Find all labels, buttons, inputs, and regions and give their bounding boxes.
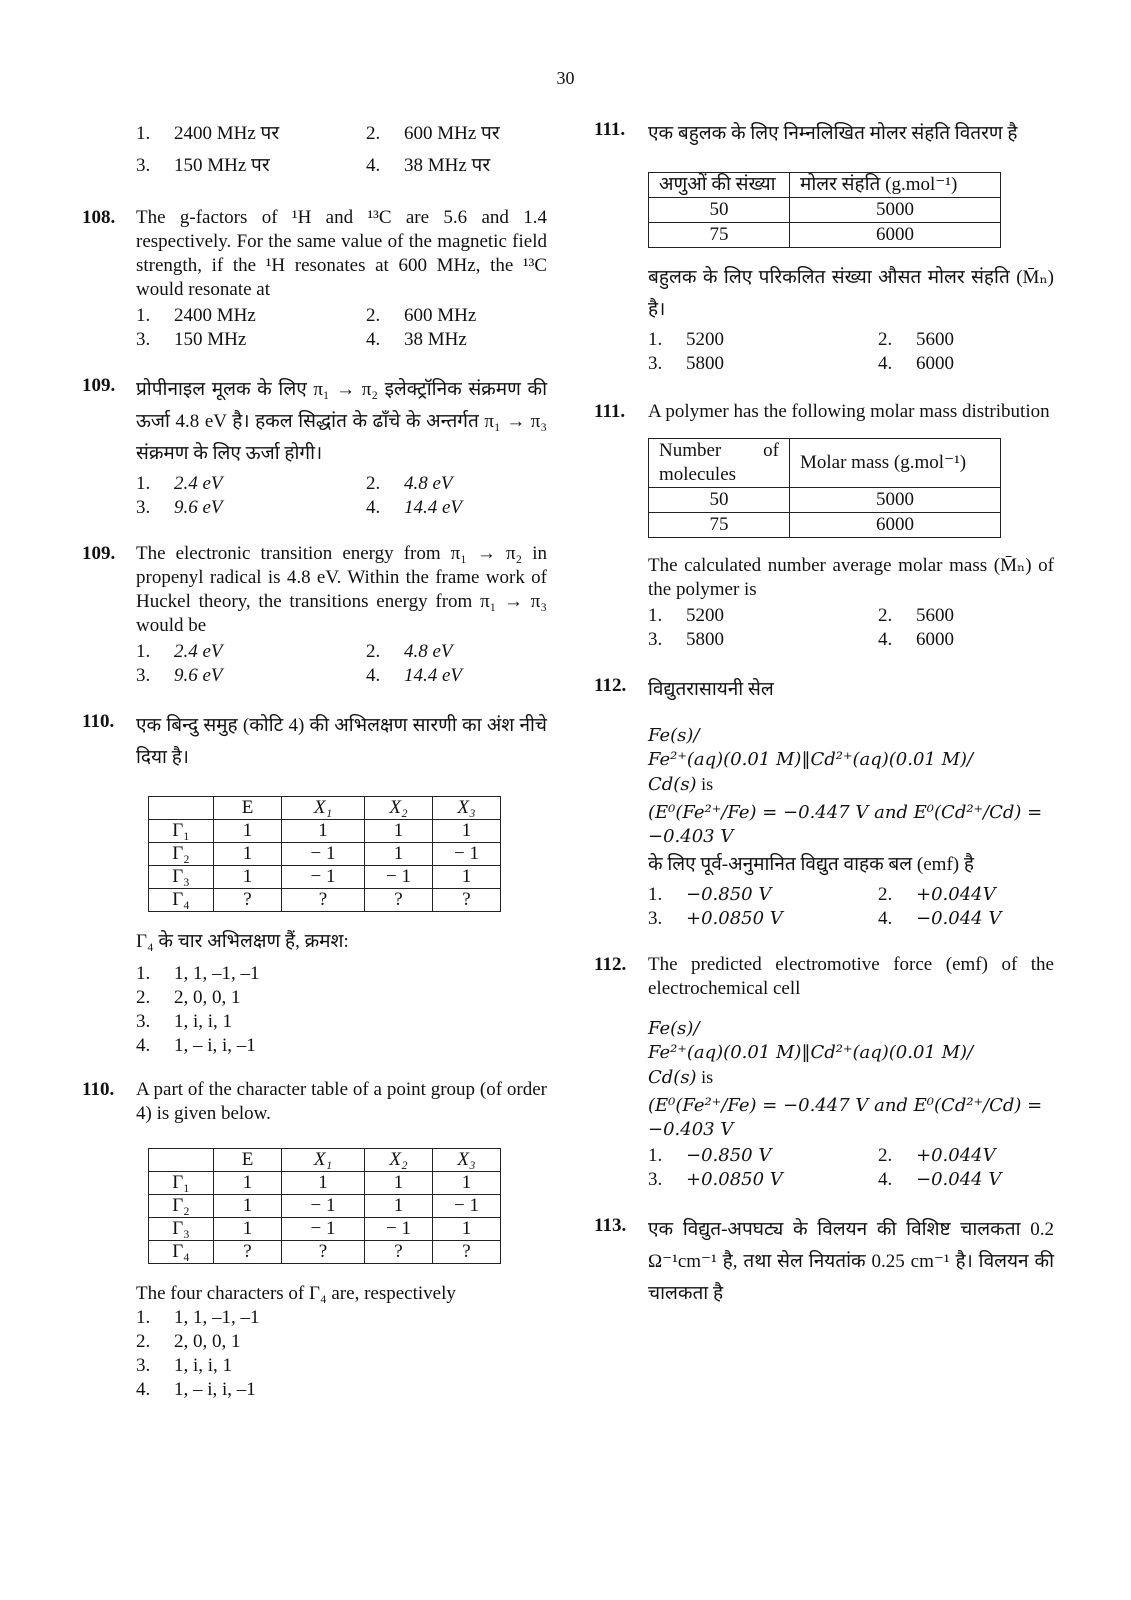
options: 1. −0.850 V 2. +0.044V 3. +0.0850 V 4. −0.044 V <box>648 1145 1002 1190</box>
option: 3. 150 MHz पर <box>136 155 270 176</box>
option-text: 4.8 eV <box>404 473 453 494</box>
option-text: 2, 0, 0, 1 <box>174 1331 241 1352</box>
options: 1. −0.850 V 2. +0.044V 3. +0.0850 V 4. −0.044 V <box>648 884 1002 929</box>
question-113-hindi <box>594 1214 1054 1310</box>
molar-mass-table: Number of molecules Molar mass (g.mol⁻¹) 50 5000 75 6000 <box>648 438 1001 538</box>
question-subtext: बहुलक के लिए परिकलित संख्या औसत मोलर संहति (M̄ₙ) है। <box>648 267 1054 320</box>
option-text: 1, – i, i, –1 <box>174 1379 256 1400</box>
page-number: 30 <box>556 68 575 88</box>
q110-english-tail: The four characters of Γ₄ are, respectively 1. 1, 1, –1, –1 2. 2, 0, 0, 1 3. 1, i, i, 1 4. 1, – i, i, –1 <box>136 1282 547 1402</box>
option-text: 5600 <box>916 329 954 350</box>
question-111-hindi <box>594 118 1054 376</box>
options: 1. 2.4 eV 2. 4.8 eV 3. 9.6 eV 4. 14.4 eV <box>136 473 463 518</box>
option-text: +0.0850 V <box>686 908 783 929</box>
option-text: 150 MHz <box>174 329 247 350</box>
option-text: −0.850 V <box>686 884 772 905</box>
question-108 <box>82 206 547 352</box>
question-number: 112. <box>594 675 627 696</box>
option-text: +0.0850 V <box>686 1169 783 1190</box>
question-number: 108. <box>82 207 116 228</box>
question-110-hindi <box>82 710 547 774</box>
question-text: The electronic transition energy from π₁ → π₂ in propenyl radical is 4.8 eV. Within the frame work of Huckel theory, the transitions energy from π₁ → π₃ would be <box>136 543 547 636</box>
option: 2. 600 MHz पर <box>366 123 500 144</box>
option-text: 38 MHz <box>404 329 467 350</box>
question-111-english <box>594 400 1054 652</box>
cell-notation: Fe(s)/ Fe²⁺(aq)(0.01 M)‖Cd²⁺(aq)(0.01 M)/ Cd(s) is (E⁰(Fe²⁺/Fe) = −0.447 V and E⁰(Cd²⁺/Cd) = −0.403 V <box>648 725 1043 847</box>
option: 1. 2400 MHz पर <box>136 123 280 144</box>
option-text: 5200 <box>686 329 724 350</box>
question-text: एक बहुलक के लिए निम्नलिखित मोलर संहति वितरण है <box>648 123 1018 144</box>
option-text: 1, 1, –1, –1 <box>174 963 260 984</box>
q110-hindi-tail: Γ₄ के चार अभिलक्षण हैं, क्रमश: 1. 1, 1, –1, –1 2. 2, 0, 0, 1 3. 1, i, i, 1 4. 1, – i, i, –1 <box>136 930 547 1058</box>
question-109-english <box>82 542 547 688</box>
option-text: 2, 0, 0, 1 <box>174 987 241 1008</box>
option-text: −0.850 V <box>686 1145 772 1166</box>
question-number: 111. <box>594 119 626 140</box>
question-text: A polymer has the following molar mass distribution <box>648 401 1050 422</box>
question-subtext: The four characters of Γ₄ are, respectively <box>136 1283 456 1304</box>
option-text: −0.044 V <box>916 1169 1002 1190</box>
character-table: E X₁ X₂ X₃ Γ₁ 1 1 1 1 Γ₂ 1 − 1 1 − 1 Γ₃ 1 − 1 − 1 1 Γ₄ ? ? ? ? <box>148 1148 501 1264</box>
option-text: 6000 <box>916 353 954 374</box>
option-text: 5800 <box>686 353 724 374</box>
option-text: 600 MHz <box>404 305 477 326</box>
q107-options <box>136 118 547 182</box>
question-text: विद्युतरासायनी सेल <box>648 679 774 700</box>
question-subtext: The calculated number average molar mass (M̄ₙ) of the polymer is <box>648 555 1054 600</box>
option-text: 9.6 eV <box>174 497 223 518</box>
question-text: एक बिन्दु समुह (कोटि 4) की अभिलक्षण सारणी का अंश नीचे दिया है। <box>136 715 547 768</box>
option-text: +0.044V <box>916 1145 996 1166</box>
option-text: 14.4 eV <box>404 665 463 686</box>
option-text: 5800 <box>686 629 724 650</box>
options: 1. 2.4 eV 2. 4.8 eV 3. 9.6 eV 4. 14.4 eV <box>136 641 463 686</box>
question-subtext: Γ₄ के चार अभिलक्षण हैं, क्रमश: <box>136 931 349 952</box>
option-text: 2400 MHz <box>174 305 256 326</box>
option-text: 1, 1, –1, –1 <box>174 1307 260 1328</box>
option-text: 1, i, i, 1 <box>174 1011 233 1032</box>
question-number: 110. <box>82 711 115 732</box>
character-table: E X₁ X₂ X₃ Γ₁ 1 1 1 1 Γ₂ 1 − 1 1 − 1 Γ₃ 1 − 1 − 1 1 Γ₄ ? ? ? ? <box>148 796 501 912</box>
option-text: 2.4 eV <box>174 473 223 494</box>
option: 4. 38 MHz पर <box>366 155 491 176</box>
question-number: 111. <box>594 401 626 422</box>
question-text: The predicted electromotive force (emf) of the electrochemical cell <box>648 954 1054 999</box>
question-text: The g-factors of ¹H and ¹³C are 5.6 and 1.4 respectively. For the same value of the magnetic field strength, if the ¹H resonates at 600 MHz, the ¹³C would resonate at <box>136 207 547 300</box>
option-text: −0.044 V <box>916 908 1002 929</box>
question-number: 113. <box>594 1215 627 1236</box>
option-text: 5600 <box>916 605 954 626</box>
option-text: 1, i, i, 1 <box>174 1355 233 1376</box>
cell-notation: Fe(s)/ Fe²⁺(aq)(0.01 M)‖Cd²⁺(aq)(0.01 M)/ Cd(s) is (E⁰(Fe²⁺/Fe) = −0.447 V and E⁰(Cd²⁺/Cd) = −0.403 V <box>648 1018 1043 1140</box>
options: 1. 2400 MHz 2. 600 MHz 3. 150 MHz 4. 38 MHz <box>136 305 477 350</box>
option-text: 5200 <box>686 605 724 626</box>
question-110-english <box>82 1078 547 1126</box>
options: 1. 5200 2. 5600 3. 5800 4. 6000 <box>648 605 954 650</box>
option-text: 4.8 eV <box>404 641 453 662</box>
question-subtext: के लिए पूर्व-अनुमानित विद्युत वाहक बल (emf) है <box>648 854 974 875</box>
question-112-hindi <box>594 674 1054 931</box>
question-text: A part of the character table of a point group (of order 4) is given below. <box>136 1079 547 1124</box>
option-text: 14.4 eV <box>404 497 463 518</box>
question-112-english <box>594 953 1054 1192</box>
question-text: एक विद्युत-अपघट्य के विलयन की विशिष्ट चालकता 0.2 Ω⁻¹cm⁻¹ है, तथा सेल नियतांक 0.25 cm⁻¹ है। विलयन की चालकता है <box>648 1219 1054 1304</box>
question-number: 110. <box>82 1079 115 1100</box>
question-number: 112. <box>594 954 627 975</box>
question-number: 109. <box>82 543 116 564</box>
left-column <box>82 118 547 1402</box>
molar-mass-table: अणुओं की संख्या मोलर संहति (g.mol⁻¹) 50 5000 75 6000 <box>648 172 1001 248</box>
option-text: +0.044V <box>916 884 996 905</box>
question-number: 109. <box>82 375 116 396</box>
question-text: प्रोपीनाइल मूलक के लिए π₁ → π₂ इलेक्ट्रॉनिक संक्रमण की ऊर्जा 4.8 eV है। हकल सिद्धांत के ढाँचे के अन्तर्गत π₁ → π₃ संक्रमण के लिए ऊर्जा होगी। <box>136 379 547 464</box>
question-109-hindi <box>82 374 547 520</box>
option-text: 1, – i, i, –1 <box>174 1035 256 1056</box>
right-column <box>594 118 1054 1332</box>
option-text: 9.6 eV <box>174 665 223 686</box>
option-text: 6000 <box>916 629 954 650</box>
options: 1. 5200 2. 5600 3. 5800 4. 6000 <box>648 329 954 374</box>
option-text: 2.4 eV <box>174 641 223 662</box>
